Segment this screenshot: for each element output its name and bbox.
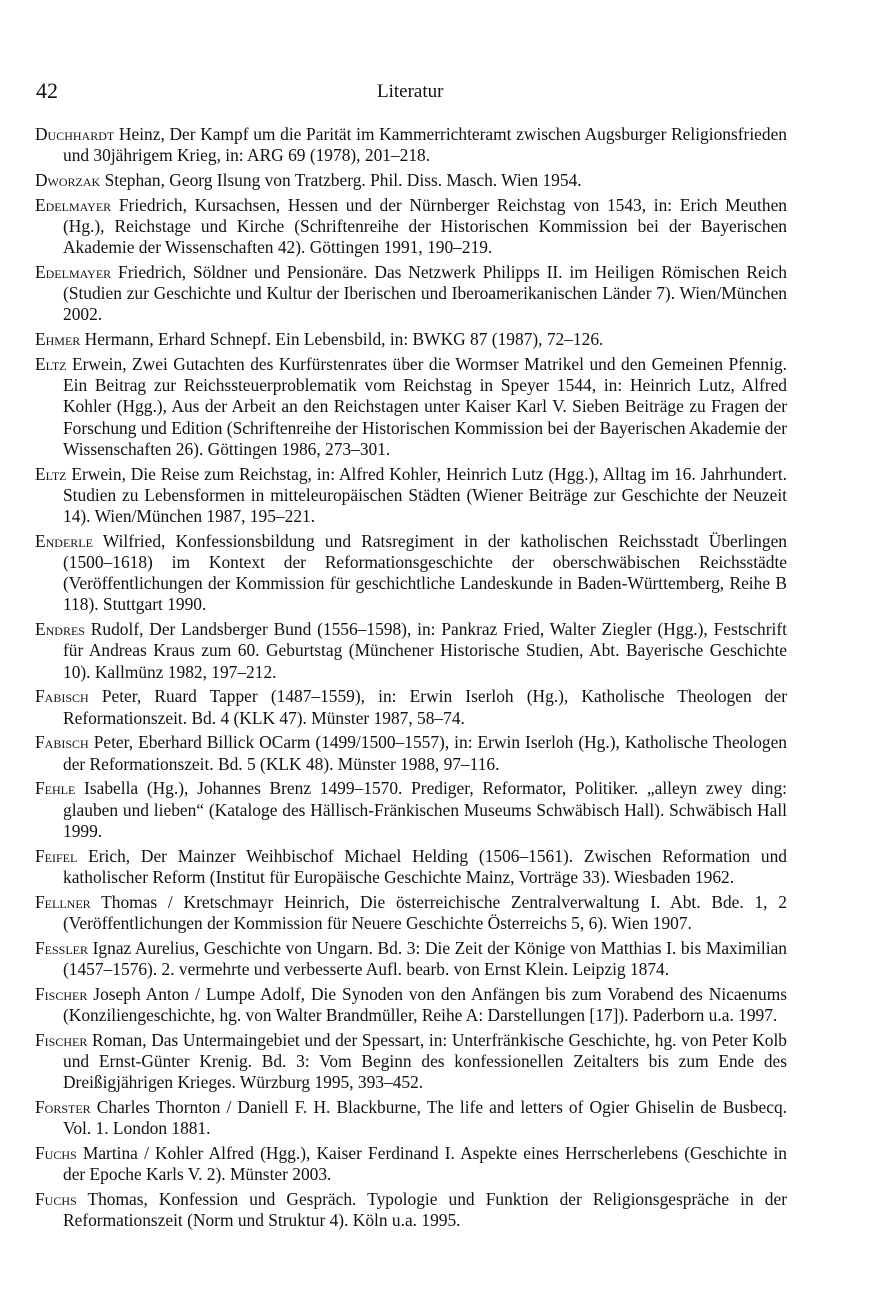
entry-text: Friedrich, Söldner und Pensionäre. Das Netzwerk Philipps II. im Heiligen Römischen Reich (Studien zur Geschichte und Kultur der Iberischen und Iberoamerikanischen Länder 7). Wien/München 2002. [63, 262, 787, 325]
bibliography-entry [35, 124, 787, 166]
entry-author: Fabisch [35, 732, 89, 753]
entry-text: Ignaz Aurelius, Geschichte von Ungarn. Bd. 3: Die Zeit der Könige von Matthias I. bis Maximilian (1457–1576). 2. vermehrte und verbesserte Aufl. bearb. von Ernst Klein. Leipzig 1874. [63, 937, 787, 979]
bibliography-entry [35, 938, 787, 980]
bibliography-entry [35, 892, 787, 934]
entry-author: Forster [35, 1096, 91, 1117]
entry-author: Fabisch [35, 686, 89, 707]
entry-author: Fischer [35, 1029, 88, 1050]
entry-author: Enderle [35, 530, 93, 551]
entry-author: Eltz [35, 354, 67, 374]
entry-text: Peter, Ruard Tapper (1487–1559), in: Erwin Iserloh (Hg.), Katholische Theologen der Reformationszeit. Bd. 4 (KLK 47). Münster 1987, 58–74. [63, 686, 787, 728]
entry-author: Fellner [35, 891, 91, 912]
bibliography-entry [35, 619, 787, 683]
entry-author: Eltz [35, 463, 67, 484]
page-number: 42 [36, 78, 58, 103]
bibliography-entry [35, 531, 787, 616]
entry-author: Ehmer [35, 329, 81, 350]
entry-text: Joseph Anton / Lumpe Adolf, Die Synoden von den Anfängen bis zum Vorabend des Nicaenums (Konziliengeschichte, hg. von Walter Brandmüller, Reihe A: Darstellungen [17]). Paderborn u.a. 1997. [63, 983, 787, 1025]
entry-author: Edelmayer [35, 262, 112, 282]
entry-text: Hermann, Erhard Schnepf. Ein Lebensbild, in: BWKG 87 (1987), 72–126. [80, 329, 604, 350]
entry-author: Fuchs [35, 1188, 77, 1209]
entry-text: Friedrich, Kursachsen, Hessen und der Nürnberger Reichstag von 1543, in: Erich Meuthen (Hg.), Reichstage und Kirche (Schriftenreihe der Historischen Kommission bei der Bayerischen Akademie der Wissenschaften 42). Göttingen 1991, 190–219. [63, 194, 787, 258]
entry-author: Edelmayer [35, 194, 112, 215]
entry-text: Erwein, Die Reise zum Reichstag, in: Alfred Kohler, Heinrich Lutz (Hgg.), Alltag im 16. Jahrhundert. Studien zu Lebensformen in mitteleuropäischen Städten (Wiener Beiträge zur Geschichte der Neuzeit 14). Wien/München 1987, 195–221. [63, 463, 787, 527]
bibliography-entry [35, 262, 787, 326]
entry-text: Charles Thornton / Daniell F. H. Blackburne, The life and letters of Ogier Ghiselin de Busbecq. Vol. 1. London 1881. [63, 1096, 787, 1139]
entry-text: Isabella (Hg.), Johannes Brenz 1499–1570. Prediger, Reformator, Politiker. „alleyn zwey ding: glauben und lieben“ (Kataloge des Hällisch-Fränkischen Museums Schwäbisch Hall). Schwäbisch Hall 1999. [63, 778, 787, 841]
bibliography-list [35, 124, 787, 1235]
entry-text: Roman, Das Untermaingebiet und der Spessart, in: Unterfränkische Geschichte, hg. von Peter Kolb und Ernst-Günter Krenig. Bd. 3: Vom Beginn des konfessionellen Zeitalters bis zum Ende des Dreißigjährigen Krieges. Würzburg 1995, 393–452. [63, 1029, 787, 1093]
entry-text: Heinz, Der Kampf um die Parität im Kammerrichteramt zwischen Augsburger Religionsfrieden und 30jährigem Krieg, in: ARG 69 (1978), 201–218. [63, 124, 787, 166]
entry-author: Endres [35, 619, 85, 640]
bibliography-entry [35, 354, 787, 460]
bibliography-entry [35, 686, 787, 728]
entry-text: Rudolf, Der Landsberger Bund (1556–1598), in: Pankraz Fried, Walter Ziegler (Hgg.), Festschrift für Andreas Kraus zum 60. Geburtstag (Münchener Historische Studien, Abt. Bayerische Geschichte 10). Kallmünz 1982, 197–212. [63, 619, 787, 682]
bibliography-entry [35, 732, 787, 774]
entry-author: Duchhardt [35, 124, 115, 144]
running-title: Literatur [377, 81, 444, 102]
entry-text: Peter, Eberhard Billick OCarm (1499/1500–1557), in: Erwin Iserloh (Hg.), Katholische Theologen der Reformationszeit. Bd. 5 (KLK 48). Münster 1988, 97–116. [63, 732, 787, 774]
entry-author: Fehle [35, 778, 76, 799]
bibliography-entry [35, 1189, 787, 1231]
entry-author: Dworzak [35, 170, 101, 190]
entry-text: Thomas / Kretschmayr Heinrich, Die österreichische Zentralverwaltung I. Abt. Bde. 1, 2 (Veröffentlichungen der Kommission für Neuere Geschichte Österreichs 5, 6). Wien 1907. [63, 891, 787, 933]
page-header [36, 78, 786, 108]
bibliography-entry [35, 329, 787, 350]
entry-text: Erich, Der Mainzer Weihbischof Michael Helding (1506–1561). Zwischen Reformation und katholischer Reform (Institut für Europäische Geschichte Mainz, Vorträge 33). Wiesbaden 1962. [63, 845, 787, 887]
entry-author: Feifel [35, 845, 78, 866]
entry-text: Wilfried, Konfessionsbildung und Ratsregiment in der katholischen Reichsstadt Überlingen (1500–1618) im Kontext der Reformationsgeschichte der oberschwäbischen Reichsstädte (Veröffentlichungen der Kommission für geschichtliche Landeskunde in Baden-Württemberg, Reihe B 118). Stuttgart 1990. [63, 530, 787, 615]
entry-text: Erwein, Zwei Gutachten des Kurfürstenrates über die Wormser Matrikel und den Gemeinen Pfennig. Ein Beitrag zur Reichssteuerproblematik vom Reichstag in Speyer 1544, in: Heinrich Lutz, Alfred Kohler (Hgg.), Aus der Arbeit an den Reichstagen unter Kaiser Karl V. Sieben Beiträge zu Fragen der Forschung und Edition (Schriftenreihe der Historischen Kommission bei der Bayerischen Akademie der Wissenschaften 26). Göttingen 1986, 273–301. [63, 354, 787, 459]
entry-author: Fuchs [35, 1142, 77, 1163]
bibliography-entry [35, 1030, 787, 1094]
bibliography-entry [35, 170, 787, 191]
bibliography-entry [35, 1097, 787, 1139]
entry-author: Fessler [35, 937, 89, 958]
bibliography-entry [35, 846, 787, 888]
entry-text: Martina / Kohler Alfred (Hgg.), Kaiser Ferdinand I. Aspekte eines Herrscherlebens (Geschichte in der Epoche Karls V. 2). Münster 2003. [63, 1142, 787, 1185]
bibliography-entry [35, 778, 787, 842]
entry-text: Thomas, Konfession und Gespräch. Typologie und Funktion der Religionsgespräche in der Reformationszeit (Norm und Struktur 4). Köln u.a. 1995. [63, 1188, 787, 1231]
entry-author: Fischer [35, 983, 88, 1004]
bibliography-entry [35, 1143, 787, 1185]
bibliography-entry [35, 984, 787, 1026]
bibliography-entry [35, 464, 787, 528]
entry-text: Stephan, Georg Ilsung von Tratzberg. Phil. Diss. Masch. Wien 1954. [100, 170, 582, 190]
bibliography-entry [35, 195, 787, 259]
